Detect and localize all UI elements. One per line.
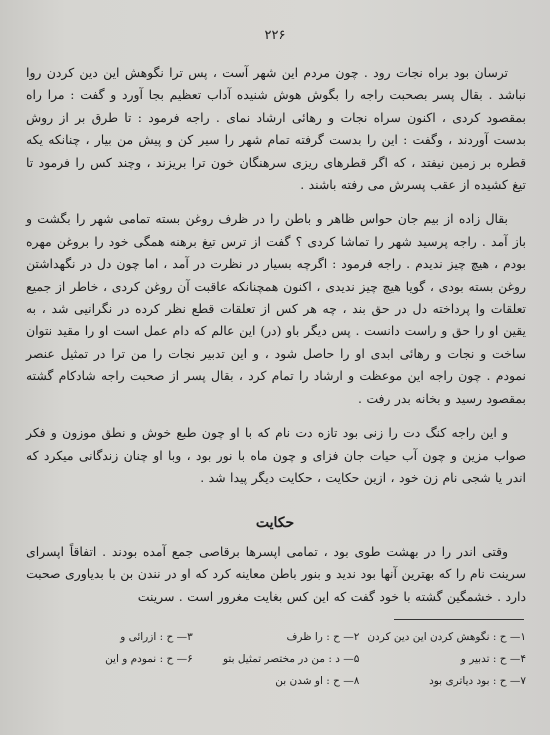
footnote: ۶— ح : نمودم و این xyxy=(105,653,193,665)
footnote: ۵— د : من در مختصر تمثیل بتو xyxy=(223,653,360,665)
page-number: ۲۲۶ xyxy=(264,28,286,43)
footnotes xyxy=(26,626,526,692)
footnote: ۱— ح : نگوهش کردن این دین کردن xyxy=(367,631,526,643)
footnote: ۷— ح : بود دیاتری بود xyxy=(429,675,526,687)
paragraph: و این راجه کنگ دت را زنی بود تازه دت نام که با او چون طبع خوش و نطق موزون و فکر صواب مزین و چون آب حیات جان فزای و چون ماه با نور بود ، وبا او چنان زندگانی میکرد که اندر یا شجی نام زن خود ، ازین حکایت ، حکایت دیگر پیدا شد . xyxy=(26,425,526,485)
footnote-divider xyxy=(394,619,524,620)
paragraph: وقتی اندر را در بهشت طوی بود ، تمامی اپسرها برقاصی جمع آمده بودند . اتفاقاً اپسرای سرینت نام را که بهترین آنها بود ندید و بنور باطن معاینه کرد که او در نندن بن با بدیاوری صحبت دارد . خشمگین گشته با خود گفت که این کس بغایت مغرور است . سرینت xyxy=(26,544,526,604)
footnote-row xyxy=(26,626,526,648)
footnote: ۴— ح : تدبیر و xyxy=(460,653,526,665)
paragraph: بقال زاده از بیم جان حواس ظاهر و باطن را در ظرف روغن بسته تمامی شهر را بگشت و باز آمد . راجه پرسید شهر را تماشا کردی ؟ گفت از ترس تیغ برهنه همگی خود را بروغن مهره بودم ، هیچ چیز ندیدم . راجه فرمود : اگرچه بسیار در نظرت در آمد ، اما چون دل در نگهداشتن روغن بسته بودی ، گویا هیچ چیز ندیدی ، اکنون همچنانکه عاقبت آن روغن کردی ، خاطر از جمیع تعلقات وا پرداخته دل در حق بند ، چه هر کس از تعلقات قطع نظر کرده در نگرانیی شد ، به یقین او را حق و راست دانست . پس دیگر باو (در) این عالم که دام عمل است او را مقید نتوان ساخت و نجات و رهائی ابدی او را حاصل شود ، و این تدبیر نجات را من ترا در تمثیل عنصر نمودم . چون راجه این موعظت و ارشاد را تمام کرد ، بقال پسر از صحبت راجه شادکام گشته بمقصود رسید و بخانه بدر رفت . xyxy=(26,211,526,406)
paragraph: ترسان بود براه نجات رود . چون مردم این شهر آست ، پس ترا نگوهش این دین کردن روا نباشد . بقال پسر بصحبت راجه را بگوش هوش شنیده آداب تعظیم بجا آورد و گفت : مرا راه بمقصود کردی ، اکنون سراه نجات و رهائی ارشاد نمای . راجه فرمود : تا طرق بر از روش بدست آوردند ، وگفت : این را بدست گرفته تمام شهر را سیر کن و پیش من بیار ، چنانکه یکه قطره بر زمین نیفتد ، که اگر قطرهای ریزی سرهنگان خون ترا بریزند ، وچند کس را فرمود تا تیغ کشیده از عقب پسرش می رفته باشند . xyxy=(26,65,526,193)
main-text-block xyxy=(26,62,526,489)
footnote: ۸— ح : او شدن بن xyxy=(275,675,360,687)
section-heading: حکایت xyxy=(255,515,295,531)
second-text-block xyxy=(26,541,526,608)
footnote: ۲— ح : را ظرف xyxy=(286,631,360,643)
footnote-row xyxy=(26,670,526,692)
footnote: ۳— ح : ازرائی و xyxy=(120,631,193,643)
footnote-row xyxy=(26,648,526,670)
